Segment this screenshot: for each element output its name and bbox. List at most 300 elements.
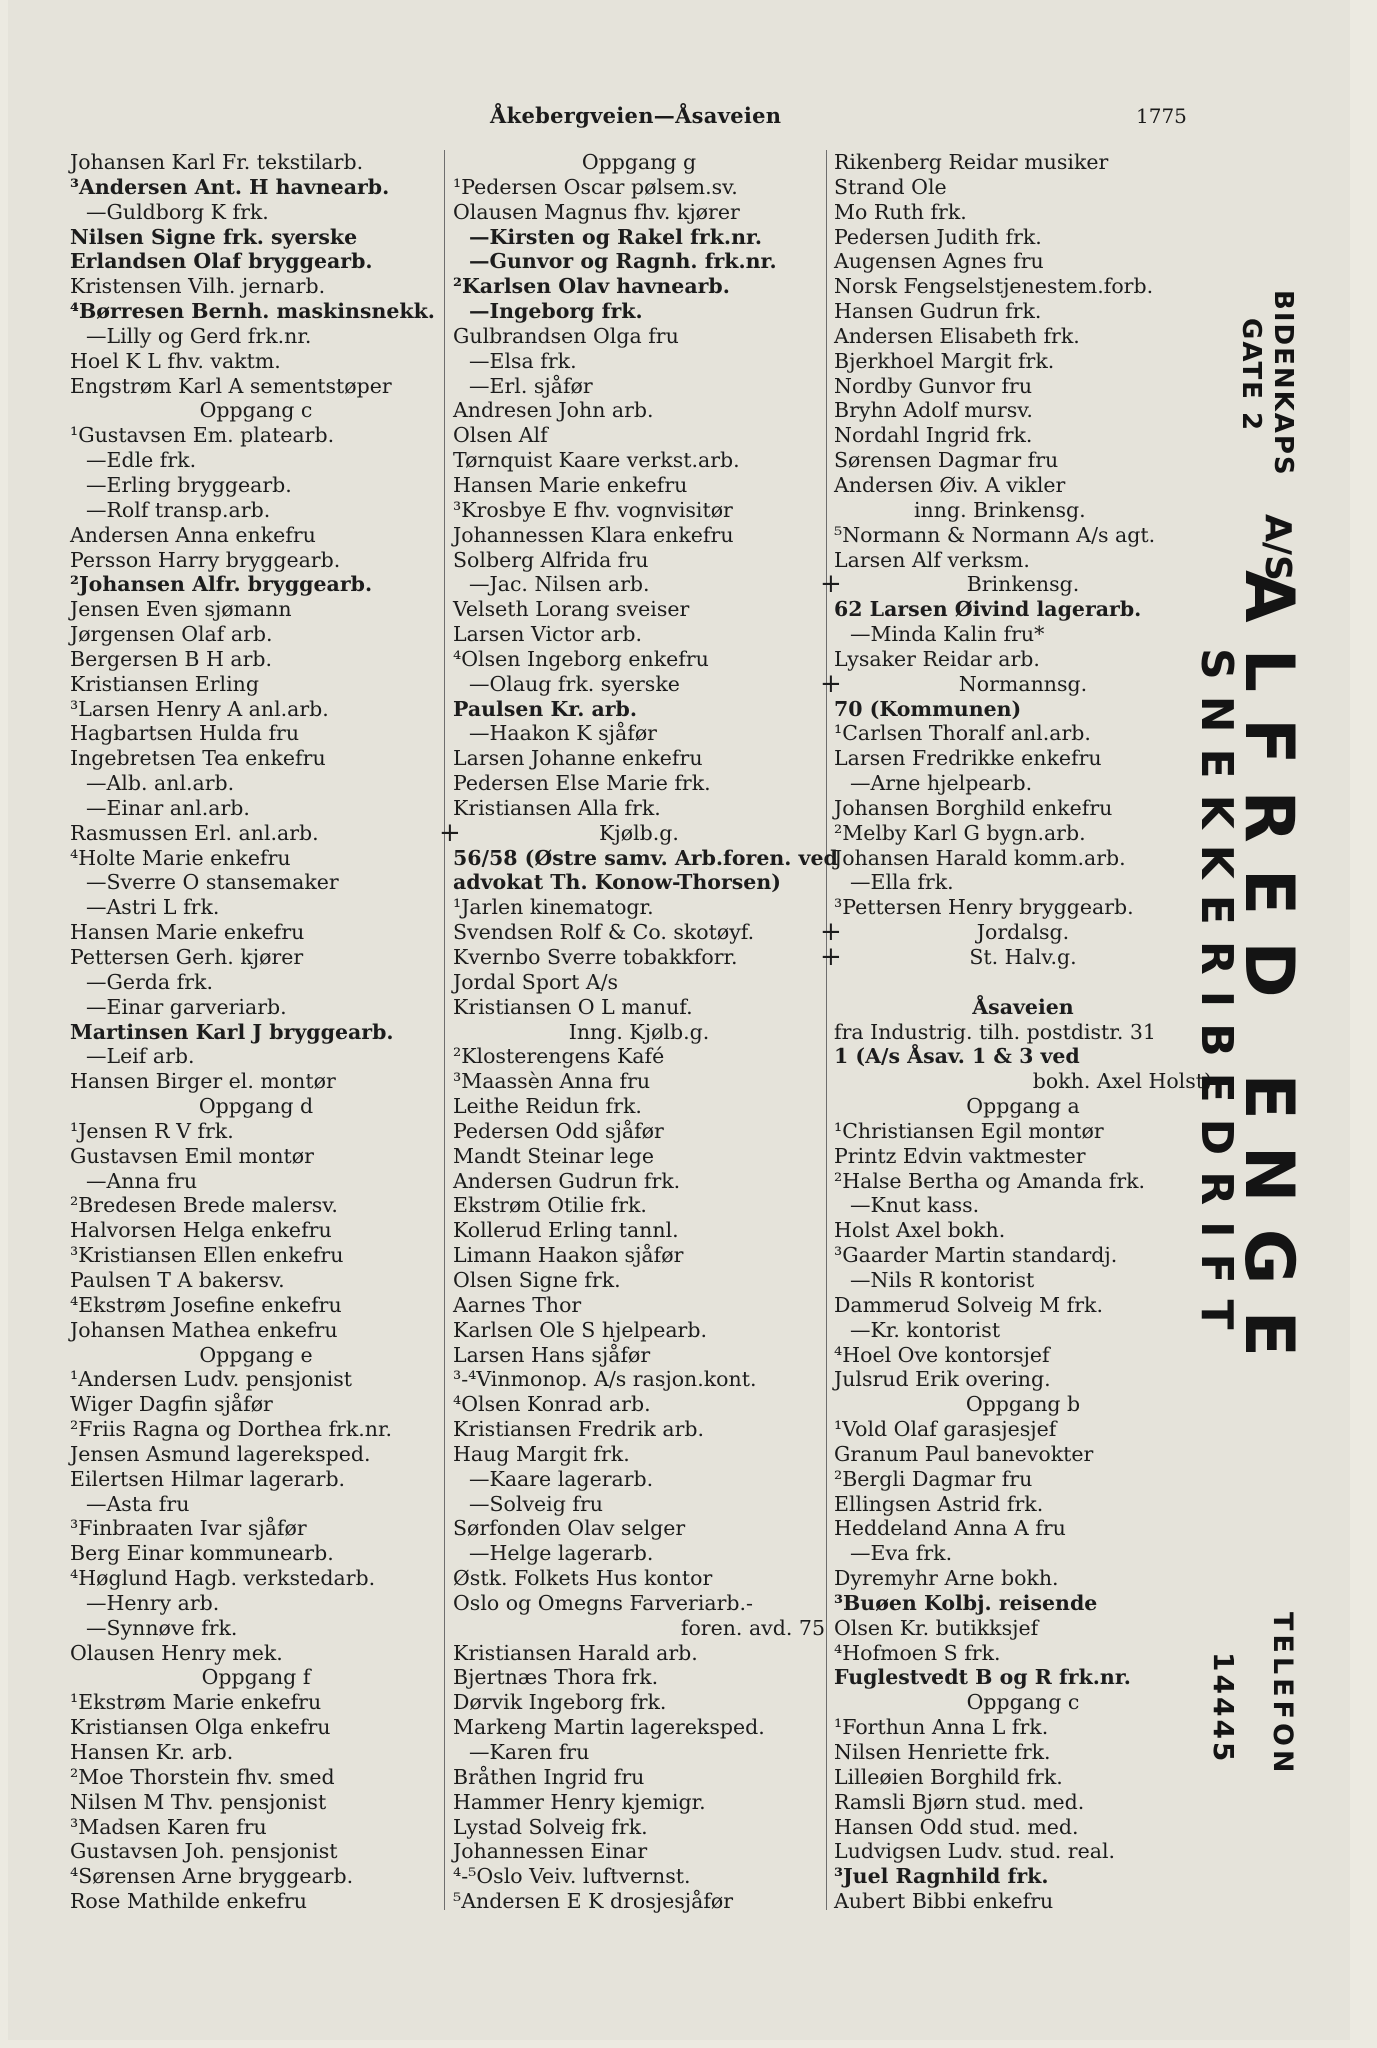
directory-entry	[834, 299, 1212, 324]
entry-text: Mandt Steinar lege	[453, 1143, 654, 1168]
entry-text: ³Buøen Kolbj. reisende	[834, 1590, 1098, 1615]
cross-street-marker-row	[820, 942, 1212, 972]
entry-text: Bjerkhoel Margit frk.	[834, 348, 1055, 373]
directory-entry	[834, 1790, 1212, 1815]
entry-text: Rose Mathilde enkefru	[70, 1889, 307, 1914]
entry-text: —Olaug frk. syerske	[469, 671, 680, 696]
entry-text: —Asta fru	[86, 1491, 190, 1516]
directory-entry	[70, 697, 442, 722]
entry-text: Pedersen Odd sjåfør	[453, 1118, 664, 1143]
directory-entry	[453, 249, 825, 274]
entry-text: Lysaker Reidar arb.	[834, 646, 1040, 671]
ad-street-line-2: GATE 2	[1236, 318, 1266, 433]
entry-text: Holst Axel bokh.	[834, 1218, 1006, 1243]
directory-entry	[453, 423, 825, 448]
entry-text: ³Krosbye E fhv. vognvisitør	[453, 497, 733, 522]
entry-text: ⁵Andersen E K drosjesjåfør	[453, 1889, 734, 1914]
entry-text: —Ingeborg frk.	[469, 299, 643, 324]
entry-text: fra Industrig. tilh. postdistr. 31	[834, 1019, 1156, 1044]
directory-entry	[70, 1218, 442, 1243]
entry-text: ⁴Sørensen Arne bryggearb.	[70, 1864, 354, 1889]
entry-text: Printz Edvin vaktmester	[834, 1143, 1086, 1168]
ad-company-form: A/S	[1257, 514, 1298, 581]
directory-entry	[70, 374, 442, 399]
directory-entry	[453, 1839, 825, 1864]
directory-entry	[834, 1144, 1212, 1169]
entry-text: —Henry arb.	[86, 1590, 220, 1615]
entry-text: 56/58 (Østre samv. Arb.foren. ved	[453, 845, 838, 870]
entry-text: Svendsen Rolf & Co. skotøyf.	[453, 920, 755, 945]
ad-phone-label: TELEFON	[1267, 1612, 1298, 1777]
entry-text: ⁴Olsen Konrad arb.	[453, 1392, 651, 1417]
entry-text: Nordby Gunvor fru	[834, 373, 1033, 398]
entry-text: Ingebretsen Tea enkefru	[70, 746, 326, 771]
entry-text: ⁴Ekstrøm Josefine enkefru	[70, 1292, 342, 1317]
entry-text: —Ella frk.	[850, 870, 954, 895]
directory-entry	[70, 1467, 442, 1492]
entry-text: Kristiansen Alla frk.	[453, 795, 661, 820]
entry-text: Oppgang e	[199, 1342, 313, 1367]
entry-text: Johansen Mathea enkefru	[70, 1317, 338, 1342]
directory-column-1	[70, 150, 442, 1914]
entry-text: ³Pettersen Henry bryggearb.	[834, 895, 1134, 920]
directory-entry	[70, 920, 442, 945]
directory-entry	[834, 1318, 1212, 1343]
entry-text: ¹Pedersen Oscar pølsem.sv.	[453, 174, 738, 199]
entry-text: Pedersen Judith frk.	[834, 224, 1042, 249]
entry-text: ⁵Normann & Normann A/s agt.	[834, 522, 1156, 547]
entry-text: —Karen fru	[469, 1740, 590, 1764]
entry-text: Rasmussen Erl. anl.arb.	[70, 820, 319, 845]
entry-text: ³Kristiansen Ellen enkefru	[70, 1243, 344, 1268]
entry-text: Andersen Gudrun frk.	[453, 1168, 681, 1193]
entry-text: Hammer Henry kjemigr.	[453, 1789, 706, 1814]
entry-text: —Lilly og Gerd frk.nr.	[86, 323, 312, 348]
entry-text: ²Melby Karl G bygn.arb.	[834, 820, 1086, 845]
directory-entry	[834, 771, 1212, 796]
directory-entry	[834, 1839, 1212, 1864]
page-title: Åkebergveien—Åsaveien	[490, 103, 782, 128]
directory-entry	[453, 200, 825, 225]
directory-entry	[70, 647, 442, 672]
directory-entry	[453, 796, 825, 821]
entry-text: Olausen Henry mek.	[70, 1640, 283, 1665]
directory-entry	[453, 1641, 825, 1666]
directory-entry	[453, 1144, 825, 1169]
entry-text: ⁴Høglund Hagb. verkstedarb.	[70, 1566, 376, 1591]
directory-entry	[453, 920, 825, 945]
entry-text: Halvorsen Helga enkefru	[70, 1218, 332, 1243]
entry-text: —Leif arb.	[86, 1044, 195, 1069]
directory-entry	[70, 821, 442, 846]
entry-text: Granum Paul banevokter	[834, 1441, 1094, 1466]
entry-text: Larsen Fredrikke enkefru	[834, 746, 1102, 771]
ad-street-line-1: BIDENKAPS	[1268, 290, 1298, 477]
directory-entry	[70, 1566, 442, 1591]
ad-company-subtitle: SNEKKERIBEDRIFT	[1191, 648, 1242, 1346]
directory-entry	[70, 1740, 442, 1765]
cross-street-icon: +	[439, 817, 461, 848]
directory-entry	[834, 374, 1212, 399]
entry-text: Martinsen Karl J bryggearb.	[70, 1019, 394, 1044]
entry-text: Jensen Even sjømann	[70, 597, 292, 622]
directory-entry	[70, 597, 442, 622]
directory-page	[8, 0, 1350, 2040]
directory-entry	[70, 1193, 442, 1218]
directory-entry	[453, 1367, 825, 1392]
entry-text: ²Bergli Dagmar fru	[834, 1466, 1033, 1491]
entry-text: Andresen John arb.	[453, 398, 654, 423]
directory-entry	[834, 225, 1212, 250]
directory-entry	[70, 1616, 442, 1641]
entry-text: Kristiansen O L manuf.	[453, 994, 693, 1019]
entry-text: —Kaare lagerarb.	[469, 1466, 654, 1491]
directory-entry	[70, 448, 442, 473]
directory-entry	[70, 895, 442, 920]
entry-text: Berg Einar kommunearb.	[70, 1541, 334, 1566]
entry-text: —Knut kass.	[850, 1193, 980, 1218]
entry-text: 62 Larsen Øivind lagerarb.	[834, 597, 1142, 622]
directory-entry	[453, 1243, 825, 1268]
directory-entry	[453, 697, 825, 722]
entry-text: Hansen Kr. arb.	[70, 1740, 234, 1764]
entry-text: —Edle frk.	[86, 448, 197, 473]
entry-text: Andersen Øiv. A vikler	[834, 472, 1066, 497]
entry-text: Hagbartsen Hulda fru	[70, 721, 300, 746]
directory-entry	[453, 150, 825, 175]
directory-entry	[453, 1516, 825, 1541]
cross-street-marker-row	[439, 817, 825, 848]
entry-text: ⁴Hoel Ove kontorsjef	[834, 1342, 1050, 1367]
entry-text: —Einar anl.arb.	[86, 795, 250, 820]
entry-text: Andersen Elisabeth frk.	[834, 323, 1080, 348]
entry-text: Brinkensg.	[966, 572, 1080, 597]
entry-text: Velseth Lorang sveiser	[453, 597, 690, 622]
directory-entry	[453, 1442, 825, 1467]
directory-entry	[834, 1094, 1212, 1119]
directory-entry	[834, 1516, 1212, 1541]
entry-text: Johansen Borghild enkefru	[834, 795, 1113, 820]
directory-entry	[70, 1367, 442, 1392]
entry-text: ²Friis Ragna og Dorthea frk.nr.	[70, 1417, 393, 1442]
directory-entry	[70, 274, 442, 299]
entry-text: Gustavsen Emil montør	[70, 1143, 314, 1168]
directory-entry	[834, 1740, 1212, 1765]
entry-text: foren. avd. 75	[680, 1615, 825, 1640]
entry-text: Oslo og Omegns Farveriarb.-	[453, 1590, 753, 1615]
entry-text: ³Andersen Ant. H havnearb.	[70, 174, 390, 199]
cross-street-marker-row	[820, 668, 1212, 699]
directory-entry	[453, 1815, 825, 1840]
directory-entry	[834, 274, 1212, 299]
directory-entry	[70, 970, 442, 995]
directory-entry	[453, 1392, 825, 1417]
entry-text: ¹Ekstrøm Marie enkefru	[70, 1690, 322, 1715]
entry-text: —Kr. kontorist	[850, 1317, 1001, 1342]
entry-text: Hansen Gudrun frk.	[834, 299, 1042, 324]
entry-text: Ramsli Bjørn stud. med.	[834, 1789, 1085, 1814]
directory-entry	[453, 1044, 825, 1069]
directory-entry	[834, 1467, 1212, 1492]
directory-entry	[453, 175, 825, 200]
entry-text: Kristensen Vilh. jernarb.	[70, 274, 326, 299]
entry-text: Dørvik Ingeborg frk.	[453, 1690, 667, 1715]
entry-text: Kristiansen Harald arb.	[453, 1640, 698, 1665]
directory-entry	[834, 1169, 1212, 1194]
entry-text: Leithe Reidun frk.	[453, 1094, 642, 1119]
entry-text: Normannsg.	[958, 671, 1088, 696]
entry-text: inng. Brinkensg.	[914, 497, 1086, 522]
directory-entry	[70, 200, 442, 225]
directory-column-3	[820, 150, 1212, 1914]
directory-entry	[70, 249, 442, 274]
directory-entry	[70, 1144, 442, 1169]
directory-entry	[453, 1417, 825, 1442]
directory-entry	[70, 1044, 442, 1069]
ad-phone-number: 14445	[1207, 1652, 1240, 1765]
directory-entry	[834, 1392, 1212, 1417]
entry-text: Oppgang c	[966, 1690, 1080, 1715]
entry-text: ³Madsen Karen fru	[70, 1814, 267, 1839]
directory-entry	[70, 746, 442, 771]
directory-entry	[453, 870, 825, 895]
directory-entry	[834, 175, 1212, 200]
entry-text: —Solveig fru	[469, 1491, 603, 1516]
directory-entry	[834, 647, 1212, 672]
entry-text: Larsen Victor arb.	[453, 622, 643, 647]
entry-text: Åsaveien	[972, 994, 1074, 1019]
entry-text: Kristiansen Olga enkefru	[70, 1715, 331, 1740]
directory-entry	[70, 1417, 442, 1442]
directory-entry	[453, 1218, 825, 1243]
ad-company-name: ALFRED ENGE	[1229, 570, 1308, 1383]
entry-text: Norsk Fengselstjenestem.forb.	[834, 274, 1154, 299]
directory-entry	[453, 1790, 825, 1815]
entry-text: Karlsen Ole S hjelpearb.	[453, 1317, 707, 1342]
directory-entry	[453, 672, 825, 697]
directory-entry	[70, 1516, 442, 1541]
directory-entry	[70, 1839, 442, 1864]
entry-text: Oppgang d	[198, 1094, 314, 1119]
entry-text: ²Bredesen Brede malersv.	[70, 1193, 338, 1218]
directory-entry	[834, 1218, 1212, 1243]
column-divider	[444, 150, 445, 1910]
entry-text: Gustavsen Joh. pensjonist	[70, 1839, 338, 1864]
directory-entry	[834, 895, 1212, 920]
directory-entry	[834, 796, 1212, 821]
entry-text: ⁴-⁵Oslo Veiv. luftvernst.	[453, 1864, 691, 1889]
entry-text: ⁴Børresen Bernh. maskinsnekk.	[70, 299, 435, 324]
directory-entry	[453, 1616, 825, 1641]
directory-entry	[70, 473, 442, 498]
directory-entry	[453, 1864, 825, 1889]
directory-entry	[834, 1541, 1212, 1566]
directory-entry	[834, 1492, 1212, 1517]
directory-entry	[453, 995, 825, 1020]
entry-text: ¹Carlsen Thoralf anl.arb.	[834, 721, 1091, 746]
entry-text: —Einar garveriarb.	[86, 994, 287, 1019]
directory-entry	[453, 398, 825, 423]
entry-text: Pettersen Gerh. kjører	[70, 945, 304, 969]
entry-text: Nordahl Ingrid frk.	[834, 423, 1033, 448]
directory-entry	[453, 1169, 825, 1194]
entry-text: —Kirsten og Rakel frk.nr.	[469, 224, 763, 249]
page-number: 1775	[1136, 104, 1187, 128]
directory-entry	[70, 1864, 442, 1889]
directory-entry	[453, 1665, 825, 1690]
directory-entry	[834, 1889, 1212, 1914]
entry-text: Haug Margit frk.	[453, 1441, 630, 1466]
directory-entry	[453, 1765, 825, 1790]
directory-entry	[453, 647, 825, 672]
entry-text: Pedersen Else Marie frk.	[453, 771, 711, 796]
entry-text: Johansen Harald komm.arb.	[834, 845, 1126, 870]
directory-entry	[70, 523, 442, 548]
directory-entry	[70, 672, 442, 697]
directory-entry	[70, 1094, 442, 1119]
directory-entry	[834, 1417, 1212, 1442]
entry-text: Tørnquist Kaare verkst.arb.	[453, 448, 740, 473]
directory-entry	[70, 1442, 442, 1467]
directory-entry	[834, 548, 1212, 573]
directory-entry	[834, 1367, 1212, 1392]
directory-entry	[70, 1293, 442, 1318]
entry-text: Augensen Agnes fru	[834, 249, 1044, 274]
entry-text: bokh. Axel Holst)	[1032, 1069, 1212, 1094]
directory-entry	[834, 622, 1212, 647]
entry-text: Oppgang b	[965, 1392, 1081, 1417]
directory-entry	[834, 398, 1212, 423]
entry-text: ⁴Hofmoen S frk.	[834, 1640, 1001, 1665]
directory-entry	[70, 498, 442, 523]
entry-text: ³-⁴Vinmonop. A/s rasjon.kont.	[453, 1367, 757, 1392]
entry-text: Andersen Anna enkefru	[70, 522, 316, 547]
directory-entry	[453, 498, 825, 523]
directory-entry	[834, 1641, 1212, 1666]
directory-entry	[70, 1690, 442, 1715]
directory-entry	[834, 1665, 1212, 1690]
entry-text: Olsen Alf	[453, 423, 548, 448]
entry-text: —Elsa frk.	[469, 348, 577, 373]
entry-text: 1 (A/s Åsav. 1 & 3 ved	[834, 1044, 1080, 1069]
directory-entry	[453, 845, 838, 871]
entry-text: ¹Christiansen Egil montør	[834, 1118, 1104, 1143]
directory-entry	[834, 150, 1212, 175]
directory-entry	[453, 1293, 825, 1318]
entry-text: —Guldborg K frk.	[86, 199, 269, 224]
directory-entry	[834, 870, 1212, 895]
entry-text: Kristiansen Erling	[70, 671, 259, 696]
directory-entry	[70, 995, 442, 1020]
entry-text: Oppgang f	[201, 1665, 311, 1690]
directory-entry	[70, 771, 442, 796]
entry-text: Hoel K L fhv. vaktm.	[70, 348, 281, 373]
entry-text: Wiger Dagfin sjåfør	[70, 1392, 273, 1417]
entry-text: —Alb. anl.arb.	[86, 771, 235, 796]
directory-entry	[453, 473, 825, 498]
entry-text: Engstrøm Karl A sementstøper	[70, 373, 392, 398]
entry-text: 70 (Kommunen)	[834, 696, 1022, 721]
directory-entry	[453, 548, 825, 573]
directory-entry	[70, 1889, 442, 1914]
entry-text: Oppgang c	[199, 398, 313, 423]
cross-street-marker-row	[820, 569, 1212, 600]
directory-entry	[834, 1268, 1212, 1293]
directory-entry	[834, 597, 1212, 622]
directory-entry	[834, 746, 1212, 771]
entry-text: Dyremyhr Arne bokh.	[834, 1566, 1059, 1591]
entry-text: Oppgang g	[581, 150, 697, 174]
entry-text: ¹Jensen R V frk.	[70, 1118, 234, 1143]
directory-entry	[834, 1044, 1212, 1069]
entry-text: Olausen Magnus fhv. kjører	[453, 199, 740, 224]
directory-entry	[70, 846, 442, 871]
directory-entry	[834, 970, 1212, 995]
entry-text: Lystad Solveig frk.	[453, 1814, 648, 1839]
cross-street-icon: +	[820, 668, 842, 699]
directory-entry	[834, 1442, 1212, 1467]
entry-text: —Erling bryggearb.	[86, 472, 292, 497]
directory-entry	[70, 324, 442, 349]
directory-entry	[834, 1591, 1212, 1616]
entry-text: Gulbrandsen Olga fru	[453, 323, 679, 348]
directory-entry	[453, 523, 825, 548]
directory-entry	[453, 622, 825, 647]
directory-entry	[834, 324, 1212, 349]
entry-text: Paulsen Kr. arb.	[453, 696, 638, 721]
entry-text: Erlandsen Olaf bryggearb.	[70, 249, 373, 274]
entry-text: —Synnøve frk.	[86, 1615, 238, 1640]
directory-entry	[834, 1020, 1212, 1045]
directory-entry	[70, 1715, 442, 1740]
entry-text: Nilsen Henriette frk.	[834, 1740, 1051, 1764]
entry-text: Fuglestvedt B og R frk.nr.	[834, 1665, 1131, 1690]
directory-entry	[453, 1566, 825, 1591]
directory-entry	[453, 572, 825, 597]
directory-entry	[834, 1243, 1212, 1268]
entry-text: Olsen Signe frk.	[453, 1267, 621, 1292]
directory-entry	[453, 771, 825, 796]
entry-text: Sørensen Dagmar fru	[834, 448, 1059, 473]
entry-text: Jordalsg.	[976, 920, 1070, 945]
entry-text: Paulsen T A bakersv.	[70, 1267, 285, 1292]
entry-text: Solberg Alfrida fru	[453, 547, 649, 572]
directory-entry	[834, 1566, 1212, 1591]
directory-entry	[453, 349, 825, 374]
entry-text: Østk. Folkets Hus kontor	[453, 1566, 713, 1591]
entry-text: Jørgensen Olaf arb.	[70, 622, 273, 647]
directory-entry	[70, 398, 442, 423]
entry-text: Oppgang a	[966, 1094, 1080, 1119]
directory-entry	[453, 1094, 825, 1119]
entry-text: —Sverre O stansemaker	[86, 870, 339, 895]
entry-text: Sørfonden Olav selger	[453, 1516, 686, 1541]
directory-entry	[834, 249, 1212, 274]
entry-text: Hansen Odd stud. med.	[834, 1814, 1079, 1839]
directory-entry	[453, 1541, 825, 1566]
entry-text: ²Johansen Alfr. bryggearb.	[70, 572, 373, 597]
entry-text: Eilertsen Hilmar lagerarb.	[70, 1466, 346, 1491]
entry-text: ³Maassèn Anna fru	[453, 1069, 651, 1094]
entry-text: —Helge lagerarb.	[469, 1541, 654, 1566]
directory-entry	[834, 995, 1212, 1020]
entry-text: Bjertnæs Thora frk.	[453, 1665, 659, 1690]
entry-text: ²Halse Bertha og Amanda frk.	[834, 1168, 1146, 1193]
directory-entry	[834, 349, 1212, 374]
entry-text: Johansen Karl Fr. tekstilarb.	[70, 150, 364, 174]
directory-entry	[834, 721, 1212, 746]
entry-text: Jensen Asmund lagereksped.	[70, 1441, 371, 1466]
